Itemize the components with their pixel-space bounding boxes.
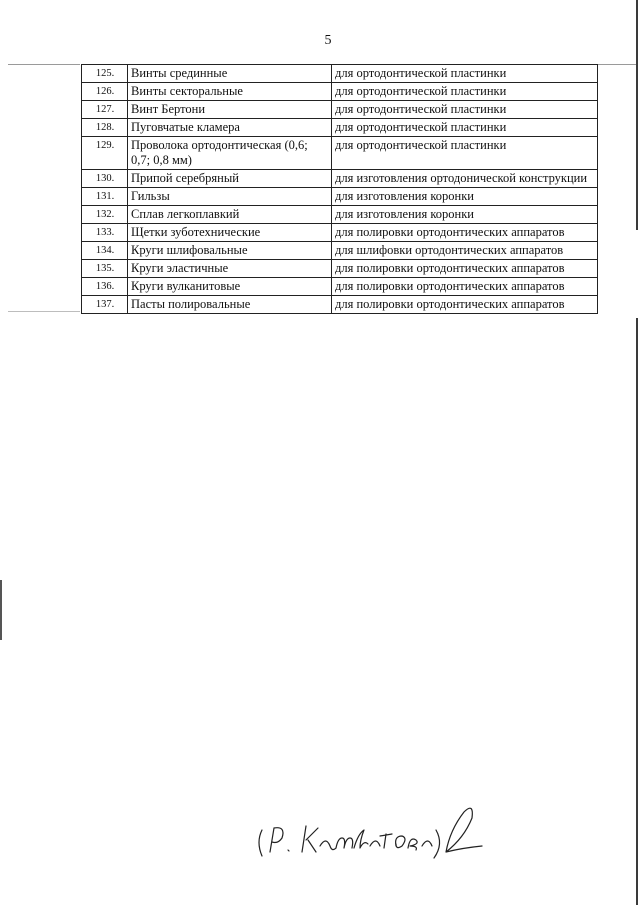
scan-line-bottom-left [8, 311, 80, 312]
handwritten-signature [250, 790, 490, 870]
row-number: 127. [82, 101, 128, 119]
item-purpose-cell: для полировки ортодонтических аппаратов [332, 296, 598, 314]
row-number: 135. [82, 260, 128, 278]
row-number: 137. [82, 296, 128, 314]
item-name-cell: Сплав легкоплавкий [128, 206, 332, 224]
scan-edge-right-top [636, 0, 638, 230]
table-row [82, 242, 598, 260]
row-number: 132. [82, 206, 128, 224]
row-number: 125. [82, 65, 128, 83]
row-number: 126. [82, 83, 128, 101]
item-name-cell: Гильзы [128, 188, 332, 206]
table-row [82, 119, 598, 137]
item-purpose-cell: для ортодонтической пластинки [332, 137, 598, 170]
table-row [82, 224, 598, 242]
item-name-cell: Круги шлифовальные [128, 242, 332, 260]
scan-line-top-left [8, 64, 80, 65]
scan-line-top-right [598, 64, 638, 65]
item-name-cell: Круги эластичные [128, 260, 332, 278]
item-name-cell: Проволока ортодонтическая (0,6; 0,7; 0,8 мм) [128, 137, 332, 170]
item-purpose-cell: для шлифовки ортодонтических аппаратов [332, 242, 598, 260]
table-row [82, 260, 598, 278]
table-row [82, 101, 598, 119]
row-number: 131. [82, 188, 128, 206]
materials-table [81, 64, 598, 314]
item-name-cell: Круги вулканитовые [128, 278, 332, 296]
item-name-cell: Винты секторальные [128, 83, 332, 101]
table-row [82, 188, 598, 206]
item-purpose-cell: для изготовления ортодонической конструкции [332, 170, 598, 188]
scan-edge-left [0, 580, 2, 640]
table-row [82, 206, 598, 224]
table-row [82, 170, 598, 188]
item-name-cell: Винт Бертони [128, 101, 332, 119]
scan-edge-right-bottom [636, 318, 638, 905]
item-name-cell: Щетки зуботехнические [128, 224, 332, 242]
row-number: 129. [82, 137, 128, 170]
item-name-cell: Пасты полировальные [128, 296, 332, 314]
item-purpose-cell: для полировки ортодонтических аппаратов [332, 224, 598, 242]
item-purpose-cell: для ортодонтической пластинки [332, 119, 598, 137]
item-purpose-cell: для изготовления коронки [332, 188, 598, 206]
page-number: 5 [324, 33, 332, 48]
item-purpose-cell: для полировки ортодонтических аппаратов [332, 260, 598, 278]
table-row [82, 83, 598, 101]
item-name-cell: Припой серебряный [128, 170, 332, 188]
table-row [82, 296, 598, 314]
table-row [82, 65, 598, 83]
item-purpose-cell: для ортодонтической пластинки [332, 83, 598, 101]
item-name-cell: Винты срединные [128, 65, 332, 83]
item-name-cell: Пуговчатые кламера [128, 119, 332, 137]
row-number: 136. [82, 278, 128, 296]
row-number: 128. [82, 119, 128, 137]
item-purpose-cell: для ортодонтической пластинки [332, 65, 598, 83]
row-number: 133. [82, 224, 128, 242]
item-purpose-cell: для изготовления коронки [332, 206, 598, 224]
table-row [82, 137, 598, 170]
table-row [82, 278, 598, 296]
item-purpose-cell: для ортодонтической пластинки [332, 101, 598, 119]
materials-table-body [82, 65, 598, 314]
item-purpose-cell: для полировки ортодонтических аппаратов [332, 278, 598, 296]
row-number: 130. [82, 170, 128, 188]
row-number: 134. [82, 242, 128, 260]
